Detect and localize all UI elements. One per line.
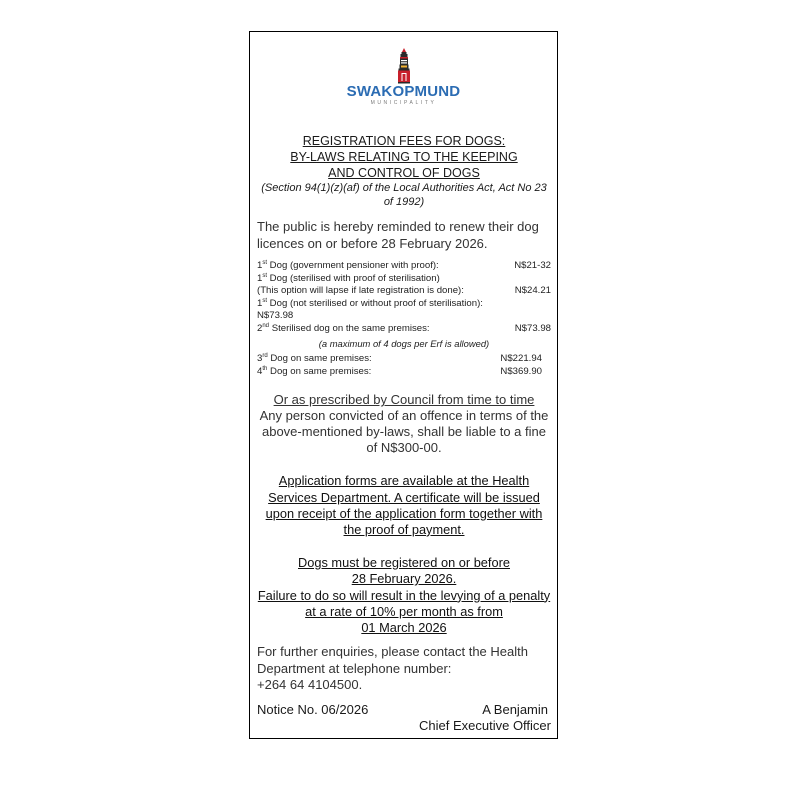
fee-amount: N$73.98 [514,322,551,334]
notice-footer [257,702,551,734]
title-line-2: BY-LAWS RELATING TO THE KEEPING [290,150,518,164]
enquiries-block [257,644,551,694]
prescribed-block [257,392,551,456]
deadline-block [257,555,551,636]
notice-frame [249,31,558,739]
title-line-1: REGISTRATION FEES FOR DOGS: [302,134,506,148]
enquiries-text: For further enquiries, please contact the Health Department at telephone number: [257,644,528,676]
offence-text: Any person convicted of an offence in terms of the above-mentioned by-laws, shall be liable to a fine of N$300-00. [259,408,549,456]
lead-paragraph: The public is hereby reminded to renew their dog licences on or before 28 February 2026. [257,219,539,251]
municipality-logo [250,48,557,106]
deadline-line-4: 01 March 2026 [361,619,447,635]
lighthouse-icon [395,48,413,84]
logo-name: SWAKOPMUND [346,83,461,100]
fee-row: 1st Dog (not sterilised or without proof of sterilisation): [257,297,483,309]
logo-subtitle: MUNICIPALITY [370,100,437,106]
fee-list [257,260,551,378]
fee-amount: N$369.90 [500,365,542,377]
signatory-name: A Benjamin [482,701,548,717]
notice-number: Notice No. 06/2026 [257,701,369,717]
fee-note: (a maximum of 4 dogs per Erf is allowed) [318,337,490,349]
fee-amount: N$24.21 [514,285,551,297]
fee-row: 4th Dog on same premises: N$369.90 [257,366,551,379]
notice-title [257,133,551,209]
signatory-position: Chief Executive Officer [419,717,551,733]
title-section: (Section 94(1)(z)(af) of the Local Authorities Act, Act No 23 of 1992) [261,182,547,208]
fee-amount: N$221.94 [500,353,542,365]
application-text: Application forms are available at the Health Services Department. A certificate will be issued upon receipt of the application form together with the proof of payment. [265,473,543,537]
fee-row: 3rd Dog on same premises: N$221.94 [257,353,551,366]
fee-amount: N$73.98 [257,310,294,322]
fee-row: (This option will lapse if late registration is done): N$24.21 [257,285,551,297]
deadline-line-3: Failure to do so will result in the levying of a penalty at a rate of 10% per month as from [257,587,551,619]
fee-amount: N$21-32 [514,260,551,271]
fee-row: 1st Dog (sterilised with proof of sterilisation) [257,272,440,284]
fee-row: 1st Dog (government pensioner with proof): N$21-32 [257,259,551,271]
fee-row: 2nd Sterilised dog on the same premises: N$73.98 [257,322,551,334]
deadline-line-1: Dogs must be registered on or before [298,555,510,571]
deadline-line-2: 28 February 2026. [351,571,457,587]
notice-content [257,133,551,734]
phone-number: +264 64 4104500. [257,677,363,693]
prescribed-text: Or as prescribed by Council from time to time [273,392,535,408]
title-line-3: AND CONTROL OF DOGS [328,166,480,180]
